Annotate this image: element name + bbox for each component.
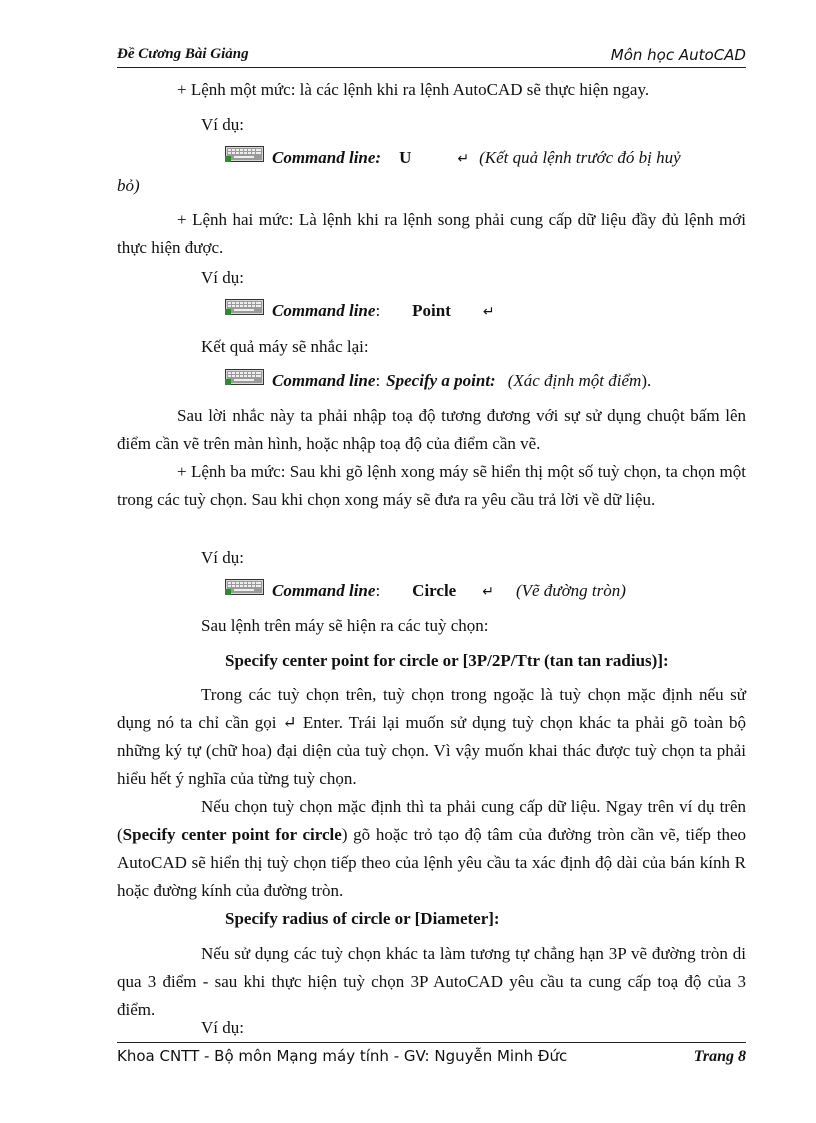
command-value: Specify a point: (386, 371, 496, 390)
command-value: U (399, 148, 412, 167)
para-other-options: Nếu sử dụng các tuỳ chọn khác ta làm tương tự chẳng hạn 3P vẽ đường tròn di qua 3 điểm - sau khi thực hiện tuỳ chọn 3P AutoCAD yêu cầu ta cung cấp toạ độ của 3 điểm. (117, 944, 746, 1019)
command-line-4 (272, 577, 626, 606)
header-subject: Môn học AutoCAD (610, 46, 746, 64)
command-line-label: Command line (272, 301, 376, 320)
return-icon: ↵ (457, 151, 470, 167)
page-number: Trang 8 (693, 1048, 746, 1065)
keyboard-icon (225, 579, 264, 595)
footer-department: Khoa CNTT - Bộ môn Mạng máy tính - GV: Nguyễn Minh Đức (117, 1047, 568, 1065)
example-label: Ví dụ: (201, 1018, 244, 1037)
option-line-center-point: Specify center point for circle or [3P/2P/Ttr (tan tan radius)]: (225, 651, 669, 670)
command-note: (Vẽ đường tròn) (515, 581, 626, 600)
command-line-label: Command line (272, 371, 376, 390)
example-label: Ví dụ: (201, 115, 244, 134)
para-after-prompt: Sau lời nhắc này ta phải nhập toạ độ tương đương với sự sử dụng chuột bấm lên điểm cần vẽ trên màn hình, hoặc nhập toạ độ của điểm cần vẽ. (117, 406, 746, 453)
keyboard-icon (225, 146, 264, 162)
example-label: Ví dụ: (201, 548, 244, 567)
example-label: Ví dụ: (201, 268, 244, 287)
para-one-level-command: + Lệnh một mức: là các lệnh khi ra lệnh AutoCAD sẽ thực hiện ngay. (177, 80, 650, 99)
page-footer (117, 1047, 746, 1069)
command-line-label: Command line (272, 581, 376, 600)
options-intro: Sau lệnh trên máy sẽ hiện ra các tuỳ chọn: (201, 616, 489, 635)
keyboard-icon (225, 299, 264, 315)
command-colon: : (375, 371, 381, 390)
para-choose-default: Nếu chọn tuỳ chọn mặc định thì ta phải cung cấp dữ liệu. Ngay trên ví dụ trên (Specify center point for circle) gõ hoặc trỏ tạo độ tâm của đường tròn cần vẽ, tiếp theo AutoCAD sẽ hiển thị tuỳ chọn tiếp theo của lệnh yêu cầu ta xác định độ dài của bán kính R hoặc đường kính của đường tròn. (117, 797, 746, 900)
para-two-level-command: + Lệnh hai mức: Là lệnh khi ra lệnh song phải cung cấp dữ liệu đầy đủ lệnh mới thực hiện được. (117, 210, 746, 257)
command-line-label: Command line: (272, 148, 382, 167)
command-line-3 (272, 367, 651, 395)
footer-rule (117, 1042, 746, 1043)
command-colon: : (375, 301, 381, 320)
return-icon: ↵ (482, 584, 494, 600)
command-note-continued: bỏ) (117, 176, 140, 195)
header-title: Đề Cương Bài Giảng (117, 46, 249, 62)
command-value: Circle (412, 581, 457, 600)
command-line-2 (272, 297, 495, 326)
command-note-tail: ). (641, 371, 652, 390)
header-rule (117, 67, 746, 68)
para-three-level-command: + Lệnh ba mức: Sau khi gõ lệnh xong máy sẽ hiển thị một số tuỳ chọn, ta chọn một trong các tuỳ chọn. Sau khi chọn xong máy sẽ đưa ra yêu cầu trả lời về dữ liệu. (117, 462, 746, 509)
command-colon: : (375, 581, 381, 600)
page-header (117, 42, 746, 66)
inline-command-text: Specify center point for circle (122, 825, 342, 844)
para-default-option: Trong các tuỳ chọn trên, tuỳ chọn trong ngoặc là tuỳ chọn mặc định nếu sử dụng nó ta chỉ cần gọi ↵ Enter. Trái lại muốn sử dụng tuỳ chọn khác ta phải gõ toàn bộ những ký tự (chữ hoa) đại diện của tuỳ chọn. Vì vậy muốn khai thác được tuỳ chọn ta phải hiểu hết ý nghĩa của từng tuỳ chọn. (117, 685, 746, 788)
command-value: Point (412, 301, 451, 320)
command-line-1 (272, 144, 681, 173)
command-note: (Xác định một điểm (507, 371, 642, 390)
option-line-radius: Specify radius of circle or [Diameter]: (225, 909, 500, 928)
return-icon: ↵ (482, 304, 495, 320)
keyboard-icon (225, 369, 264, 385)
result-prompt-text: Kết quả máy sẽ nhắc lại: (201, 337, 369, 356)
command-note: (Kết quả lệnh trước đó bị huỷ (479, 148, 681, 167)
